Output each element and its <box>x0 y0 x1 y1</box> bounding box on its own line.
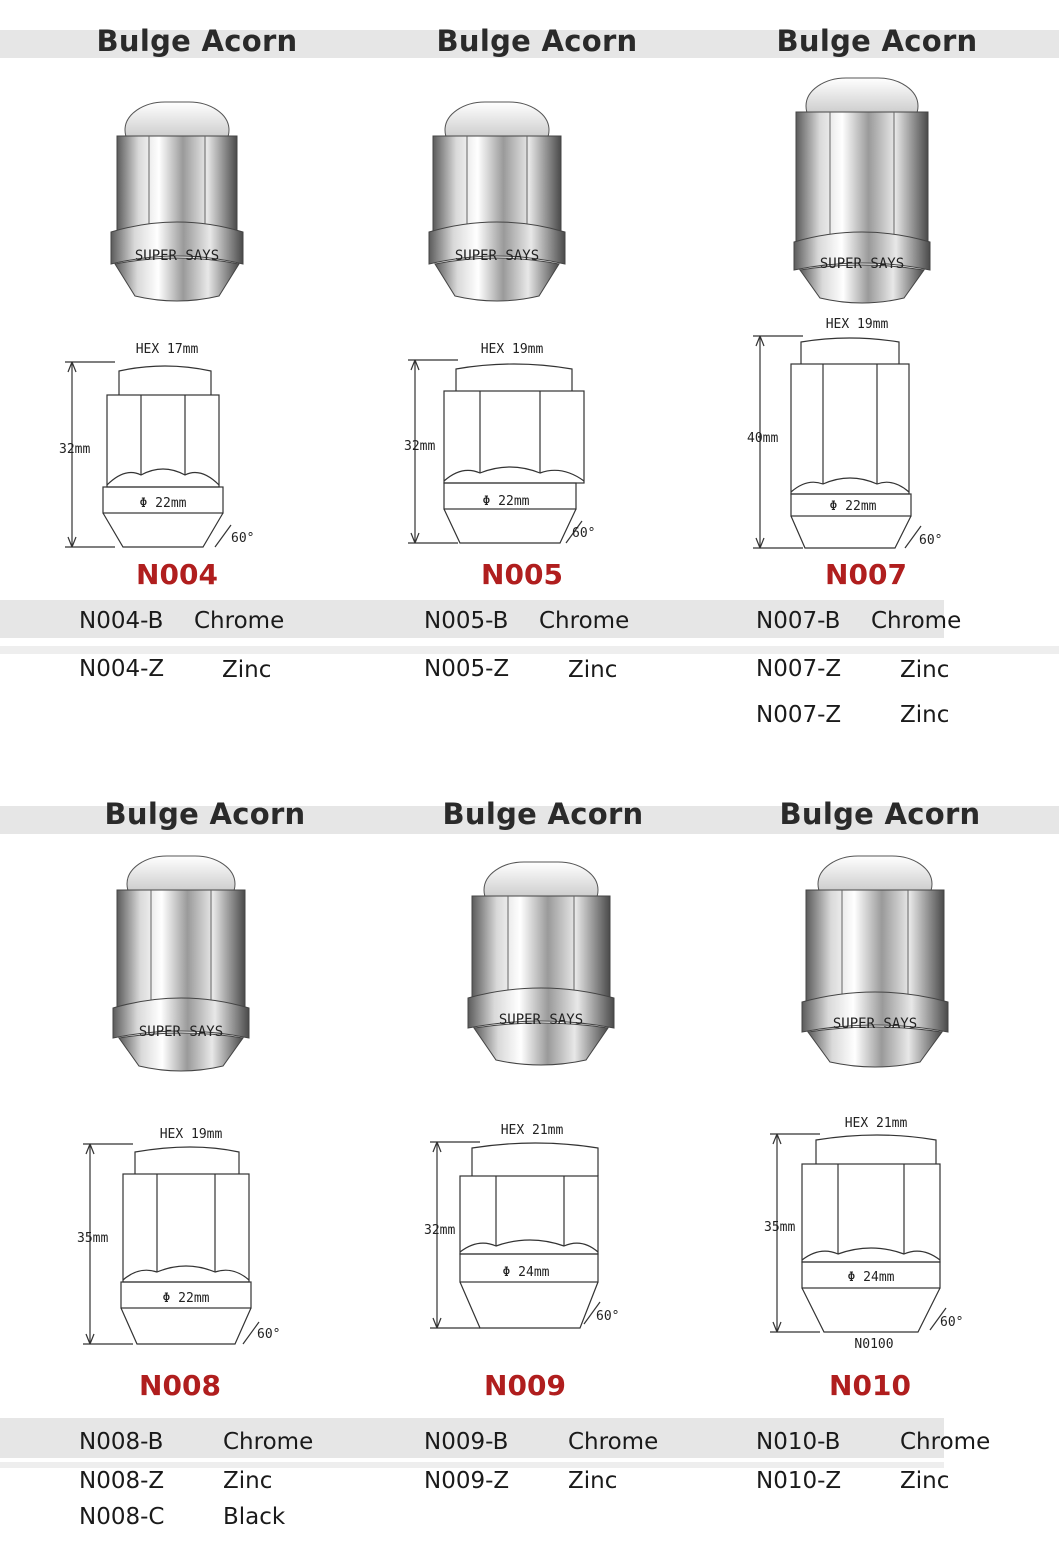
nut-photo-n009 <box>466 858 616 1072</box>
part-number: N009-B <box>424 1429 509 1455</box>
finish-label: Chrome <box>900 1429 991 1455</box>
part-number: N008-C <box>79 1504 165 1530</box>
seat-diameter-label: Φ 24mm <box>502 1265 550 1280</box>
height-label: 40mm <box>747 431 779 446</box>
seat-diameter-label: Φ 22mm <box>162 1291 210 1306</box>
part-number: N007-B <box>756 608 841 634</box>
seat-angle-label: 60° <box>596 1309 620 1324</box>
product-title: Bulge Acorn <box>104 797 306 831</box>
technical-drawing-n008 <box>75 1122 295 1352</box>
technical-drawing-n007 <box>745 312 965 557</box>
product-code: N008 <box>139 1369 221 1402</box>
height-label: 32mm <box>424 1223 456 1238</box>
stamp-text: SUPER SAYS <box>832 1016 918 1032</box>
part-number: N005-Z <box>424 656 510 682</box>
stamp-text: SUPER SAYS <box>498 1012 584 1028</box>
finish-label: Zinc <box>222 657 272 683</box>
hex-size-label: HEX 19mm <box>159 1127 223 1142</box>
nut-photo-n004 <box>107 92 247 310</box>
finish-label: Zinc <box>900 702 950 728</box>
finish-label: Chrome <box>568 1429 659 1455</box>
finish-label: Zinc <box>568 657 618 683</box>
nut-photo-n007 <box>792 74 932 310</box>
seat-angle-label: 60° <box>257 1327 281 1342</box>
part-number: N007-Z <box>756 702 842 728</box>
seat-diameter-label: Φ 24mm <box>847 1270 895 1285</box>
height-label: 32mm <box>59 442 91 457</box>
product-title: Bulge Acorn <box>96 24 298 58</box>
product-title: Bulge Acorn <box>779 797 981 831</box>
finish-label: Chrome <box>194 608 285 634</box>
technical-drawing-n004 <box>55 335 275 560</box>
height-label: 35mm <box>77 1231 109 1246</box>
seat-angle-label: 60° <box>572 526 596 541</box>
seat-angle-label: 60° <box>940 1315 964 1330</box>
hex-size-label: HEX 19mm <box>480 342 544 357</box>
stamp-text: SUPER SAYS <box>454 248 540 264</box>
product-title: Bulge Acorn <box>776 24 978 58</box>
stamp-text: SUPER SAYS <box>134 248 220 264</box>
finish-label: Zinc <box>900 657 950 683</box>
product-code: N010 <box>829 1369 911 1402</box>
product-title: Bulge Acorn <box>442 797 644 831</box>
technical-drawing-n010 <box>760 1112 980 1354</box>
nut-photo-n005 <box>427 92 567 310</box>
product-title: Bulge Acorn <box>436 24 638 58</box>
seat-angle-label: 60° <box>919 533 943 548</box>
hex-size-label: HEX 19mm <box>825 317 889 332</box>
seat-diameter-label: Φ 22mm <box>482 494 530 509</box>
hex-size-label: HEX 21mm <box>500 1123 564 1138</box>
part-number: N007-Z <box>756 656 842 682</box>
finish-label: Chrome <box>539 608 630 634</box>
stamp-text: SUPER SAYS <box>138 1024 224 1040</box>
finish-label: Zinc <box>900 1468 950 1494</box>
height-label: 32mm <box>404 439 436 454</box>
drawing-note: N0100 <box>854 1337 894 1352</box>
finish-label: Chrome <box>223 1429 314 1455</box>
nut-photo-n008 <box>111 852 251 1076</box>
part-number: N005-B <box>424 608 509 634</box>
part-number: N009-Z <box>424 1468 510 1494</box>
technical-drawing-n005 <box>400 335 620 560</box>
product-code: N007 <box>825 558 907 591</box>
nut-photo-n010 <box>800 852 950 1074</box>
finish-label: Black <box>223 1504 286 1530</box>
height-label: 35mm <box>764 1220 796 1235</box>
hex-size-label: HEX 21mm <box>844 1116 908 1131</box>
part-number: N004-Z <box>79 656 165 682</box>
part-number: N010-Z <box>756 1468 842 1494</box>
part-number: N008-B <box>79 1429 164 1455</box>
variant-band <box>0 646 1059 654</box>
finish-label: Chrome <box>871 608 962 634</box>
technical-drawing-n009 <box>420 1118 640 1333</box>
product-code: N005 <box>481 558 563 591</box>
seat-diameter-label: Φ 22mm <box>139 496 187 511</box>
finish-label: Zinc <box>568 1468 618 1494</box>
hex-size-label: HEX 17mm <box>135 342 199 357</box>
stamp-text: SUPER SAYS <box>819 256 905 272</box>
seat-diameter-label: Φ 22mm <box>829 499 877 514</box>
product-code: N009 <box>484 1369 566 1402</box>
part-number: N004-B <box>79 608 164 634</box>
finish-label: Zinc <box>223 1468 273 1494</box>
part-number: N010-B <box>756 1429 841 1455</box>
part-number: N008-Z <box>79 1468 165 1494</box>
seat-angle-label: 60° <box>231 531 255 546</box>
product-code: N004 <box>136 558 218 591</box>
